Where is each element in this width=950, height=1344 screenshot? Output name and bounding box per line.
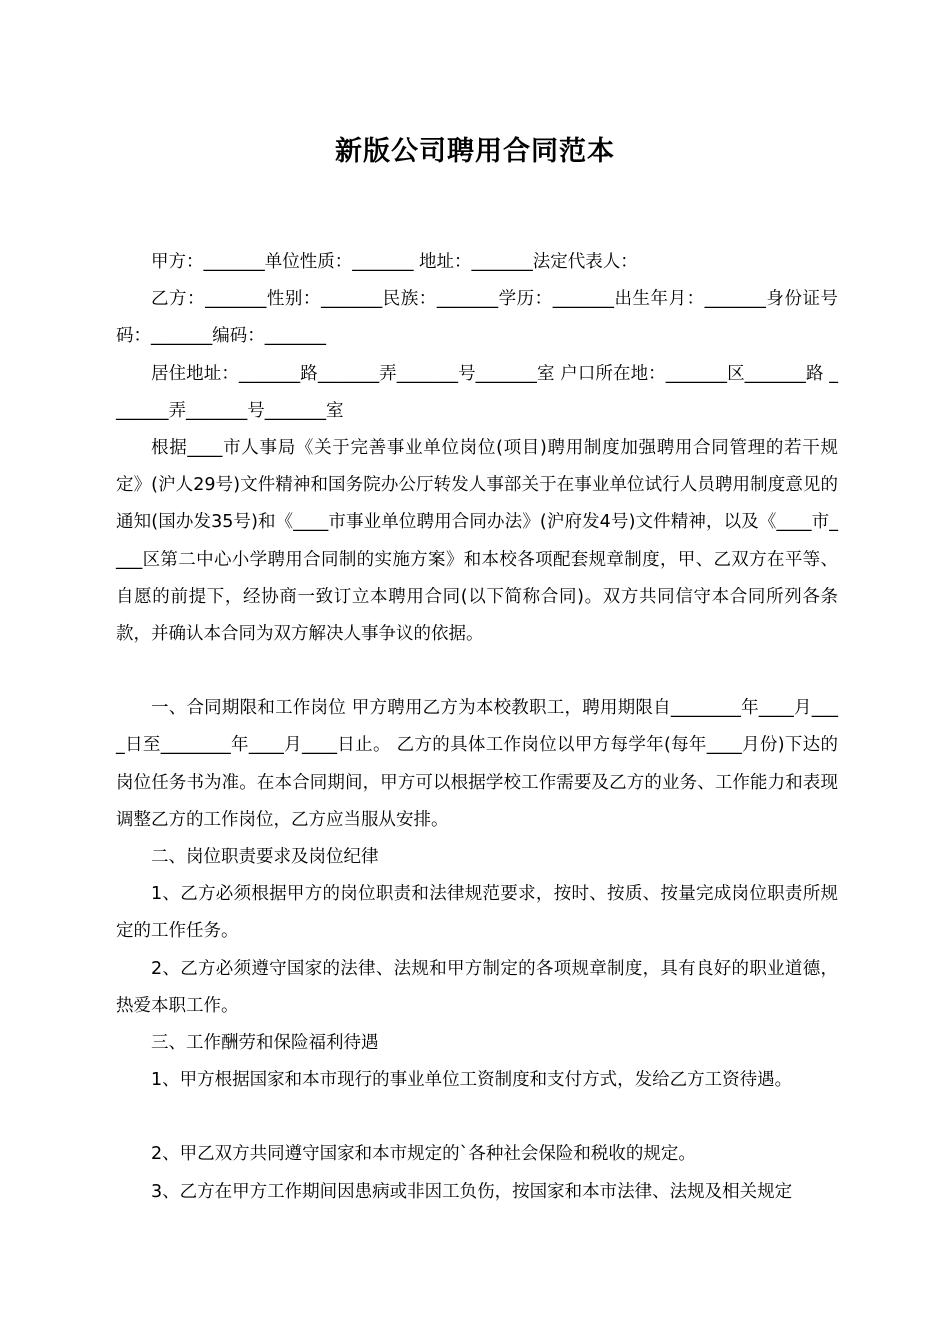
section-3-item-1: 1、甲方根据国家和本市现行的事业单位工资制度和支付方式，发给乙方工资待遇。 [151,1070,793,1091]
paragraph-gap [116,1099,838,1136]
section-1-paragraph: 一、合同期限和工作岗位 甲方聘用乙方为本校教职工，聘用期限自________年____月____日至________年____月____日止。 乙方的具体工作岗位以甲方每学年(每年____月份)下达的岗位任务书为准。在本合同期间，甲方可以根据学校工作需要及乙方的业务、工作能力和表现调整乙方的工作岗位，乙方应当服从安排。 [116,698,838,830]
section-2-heading: 二、岗位职责要求及岗位纪律 [151,847,379,868]
section-3-heading: 三、工作酬劳和保险福利待遇 [151,1033,379,1054]
section-3-item-2: 2、甲乙双方共同遵守国家和本市规定的`各种社会保险和税收的规定。 [151,1144,696,1165]
document-body [116,244,838,1211]
paragraph-gap [116,653,838,690]
section-2-item-2: 2、乙方必须遵守国家的法律、法规和甲方制定的各项规章制度，具有良好的职业道德，热爱本职工作。 [116,958,838,1016]
document-title: 新版公司聘用合同范本 [335,136,615,167]
preamble-paragraph: 根据____市人事局《关于完善事业单位岗位(项目)聘用制度加强聘用合同管理的若干规定》(沪人29号)文件精神和国务院办公厅转发人事部关于在事业单位试行人员聘用制度意见的通知(国办发35号)和《____市事业单位聘用合同办法》(沪府发4号)文件精神，以及《____市____区第二中心小学聘用合同制的实施方案》和本校各项配套规章制度，甲、乙双方在平等、自愿的前提下，经协商一致订立本聘用合同(以下简称合同)。双方共同信守本合同所列各条款，并确认本合同为双方解决人事争议的依据。 [116,438,838,645]
party-a-line: 甲方：_______单位性质：_______ 地址：_______法定代表人： [151,252,638,272]
section-2-item-1: 1、乙方必须根据甲方的岗位职责和法律规范要求，按时、按质、按量完成岗位职责所规定的工作任务。 [116,884,838,942]
party-b-line: 乙方：_______性别：_______民族：_______学历：_______出生年月：_______身份证号码：_______编码：_______ [116,289,838,347]
address-line: 居住地址：_______路_______弄_______号_______室 户口所在地：_______区_______路 _______弄_______号_______室 [116,363,838,421]
section-3-item-3: 3、乙方在甲方工作期间因患病或非因工负伤，按国家和本市法律、法规及相关规定 [151,1181,793,1202]
